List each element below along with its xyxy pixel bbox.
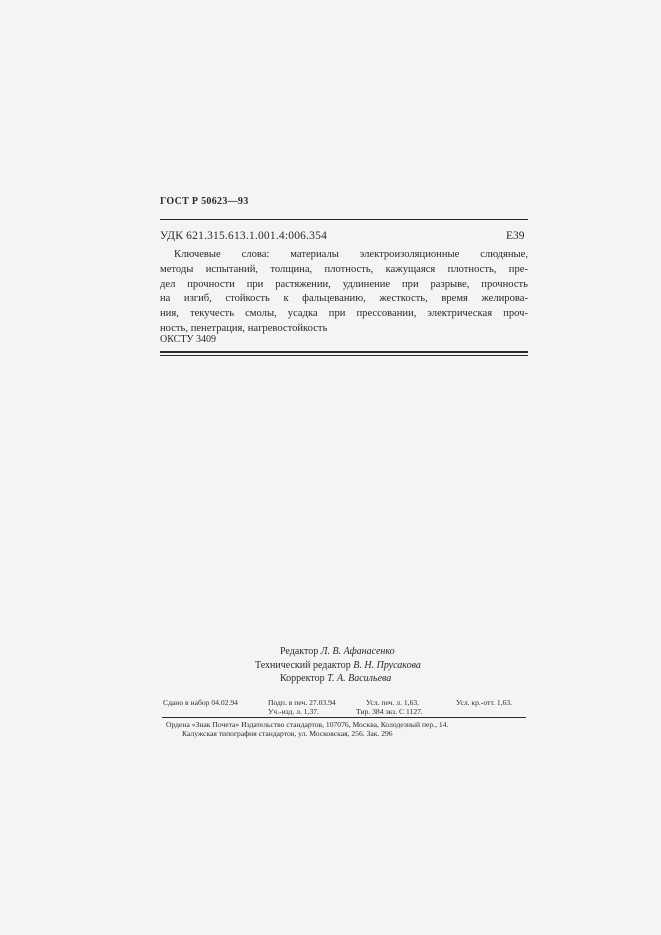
corrector-label: Корректор <box>280 673 325 685</box>
print-info-row-2 <box>163 707 423 716</box>
editor-line <box>255 645 421 659</box>
print-info-row-1 <box>163 698 512 707</box>
corrector-line <box>255 672 421 686</box>
publisher-line-2: Калужская типография стандартов, ул. Московская, 256. Зак. 296 <box>182 729 393 738</box>
group-code: Е39 <box>506 230 525 242</box>
standard-number: ГОСТ Р 50623—93 <box>160 196 249 207</box>
signed-date: Подп. в печ. 27.03.94 <box>268 698 336 707</box>
corrector-name: Т. А. Васильева <box>327 673 392 685</box>
udk-code: УДК 621.315.613.1.001.4:006.354 <box>160 230 328 242</box>
publisher-line-1: Ордена «Знак Почета» Издательство стандартов, 107076, Москва, Колодезный пер., 14. <box>166 720 449 729</box>
okstu-code: ОКСТУ 3409 <box>160 334 217 345</box>
editor-label: Редактор <box>280 646 319 657</box>
tech-editor-name: В. Н. Прусакова <box>353 659 421 671</box>
keywords-line: ния, текучесть смолы, усадка при прессовании, электрическая проч- <box>160 308 528 320</box>
keywords-line: на изгиб, стойкость к фальцеванию, жесткость, время желирова- <box>160 293 528 305</box>
keywords-line: ность, пенетрация, нагревостойкость <box>160 322 328 334</box>
top-divider <box>160 219 528 220</box>
tech-editor-line <box>255 659 421 673</box>
credits-block <box>255 645 421 686</box>
typeset-date: Сдано в набор 04.02.94 <box>163 698 238 707</box>
print-run: Тир. 384 экз. С 1127. <box>356 707 423 716</box>
keywords-paragraph <box>160 248 528 337</box>
color-proofs: Усл. кр.-отт. 1,63. <box>456 698 513 707</box>
bottom-divider-thin <box>160 355 528 356</box>
publishing-sheets: Уч.-изд. л. 1,37. <box>268 707 319 716</box>
keywords-line: методы испытаний, толщина, плотность, кажущаяся плотность, пре- <box>160 263 528 275</box>
bottom-divider-thick <box>160 351 528 353</box>
keywords-line: Ключевые слова: материалы электроизоляционные слюдяные, <box>174 249 528 260</box>
editor-name: Л. В. Афанасенко <box>320 646 395 657</box>
tech-editor-label: Технический редактор <box>255 659 351 671</box>
print-sheets: Усл. печ. л. 1,63. <box>366 698 420 707</box>
keywords-line: дел прочности при растяжении, удлинение при разрыве, прочность <box>160 278 528 290</box>
publisher-divider <box>162 717 526 718</box>
